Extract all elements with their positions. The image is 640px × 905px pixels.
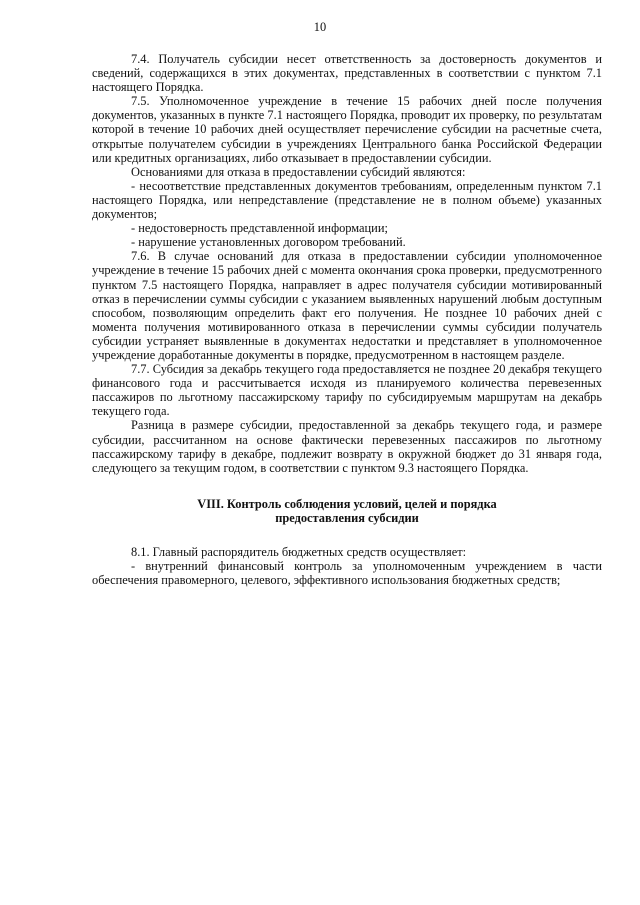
list-item-nonconformity: - несоответствие представленных документов требованиям, определенным пунктом 7.1 настоящего Порядка, или непредставление (представление не в полном объеме) указанных документов; [92, 178, 602, 222]
paragraph-7-7: 7.7. Субсидия за декабрь текущего года предоставляется не позднее 20 декабря текущего финансового года и рассчитывается исходя из планируемого количества перевезенных пассажиров по льготному пассажирскому тарифу по субсидируемым маршрутам на декабрь текущего года. [92, 362, 602, 419]
list-item-violation: - нарушение установленных договором требований. [131, 235, 406, 250]
section-heading [92, 497, 602, 525]
paragraph-7-6: 7.6. В случае оснований для отказа в предоставлении субсидии уполномоченное учреждение в течение 15 рабочих дней с момента окончания срока проверки, предусмотренного пунктом 7.5 настоящего Порядка, направляет в адрес получателя субсидии мотивированный отказ в перечислении суммы субсидии с указанием выявленных нарушений любым доступным способом, позволяющим определить факт его получения. Не позднее 10 рабочих дней с момента получения мотивированного отказа в перечислении суммы субсидии получатель субсидии устраняет выявленные в документах недостатки и представляет в уполномоченное учреждение доработанные документы в порядке, предусмотренном в настоящем разделе. [92, 249, 602, 362]
document-body [92, 52, 602, 587]
paragraph-refusal-grounds: Основаниями для отказа в предоставлении субсидий являются: [131, 164, 466, 179]
paragraph-difference: Разница в размере субсидии, предоставленной за декабрь текущего года, и размере субсидии, рассчитанном на основе фактически перевезенных пассажиров по льготному пассажирскому тарифу в декабре, подлежит возврату в окружной бюджет до 31 января года, следующего за текущим годом, в соответствии с пунктом 9.3 настоящего Порядка. [92, 418, 602, 475]
paragraph-8-1: 8.1. Главный распорядитель бюджетных средств осуществляет: [131, 545, 467, 559]
list-item-unreliability: - недостоверность представленной информации; [131, 221, 388, 236]
section-heading-line2: предоставления субсидии [275, 510, 419, 525]
section-heading-line1: VIII. Контроль соблюдения условий, целей и порядка [197, 496, 497, 511]
paragraph-7-4: 7.4. Получатель субсидии несет ответственность за достоверность документов и сведений, содержащихся в этих документах, представленных в соответствии с пунктом 7.1 настоящего Порядка. [92, 52, 602, 95]
list-item-internal-control: - внутренний финансовый контроль за уполномоченным учреждением в части обеспечения правомерного, целевого, эффективного использования бюджетных средств; [92, 559, 602, 588]
paragraph-7-5: 7.5. Уполномоченное учреждение в течение 15 рабочих дней после получения документов, указанных в пункте 7.1 настоящего Порядка, проводит их проверку, по результатам которой в течение 10 рабочих дней осуществляет перечисление субсидии на расчетные счета, открытые получателем субсидии в учреждениях Центрального банка Российской Федерации или кредитных организациях, либо отказывает в предоставлении субсидии. [92, 94, 602, 165]
page-number: 10 [313, 20, 327, 34]
